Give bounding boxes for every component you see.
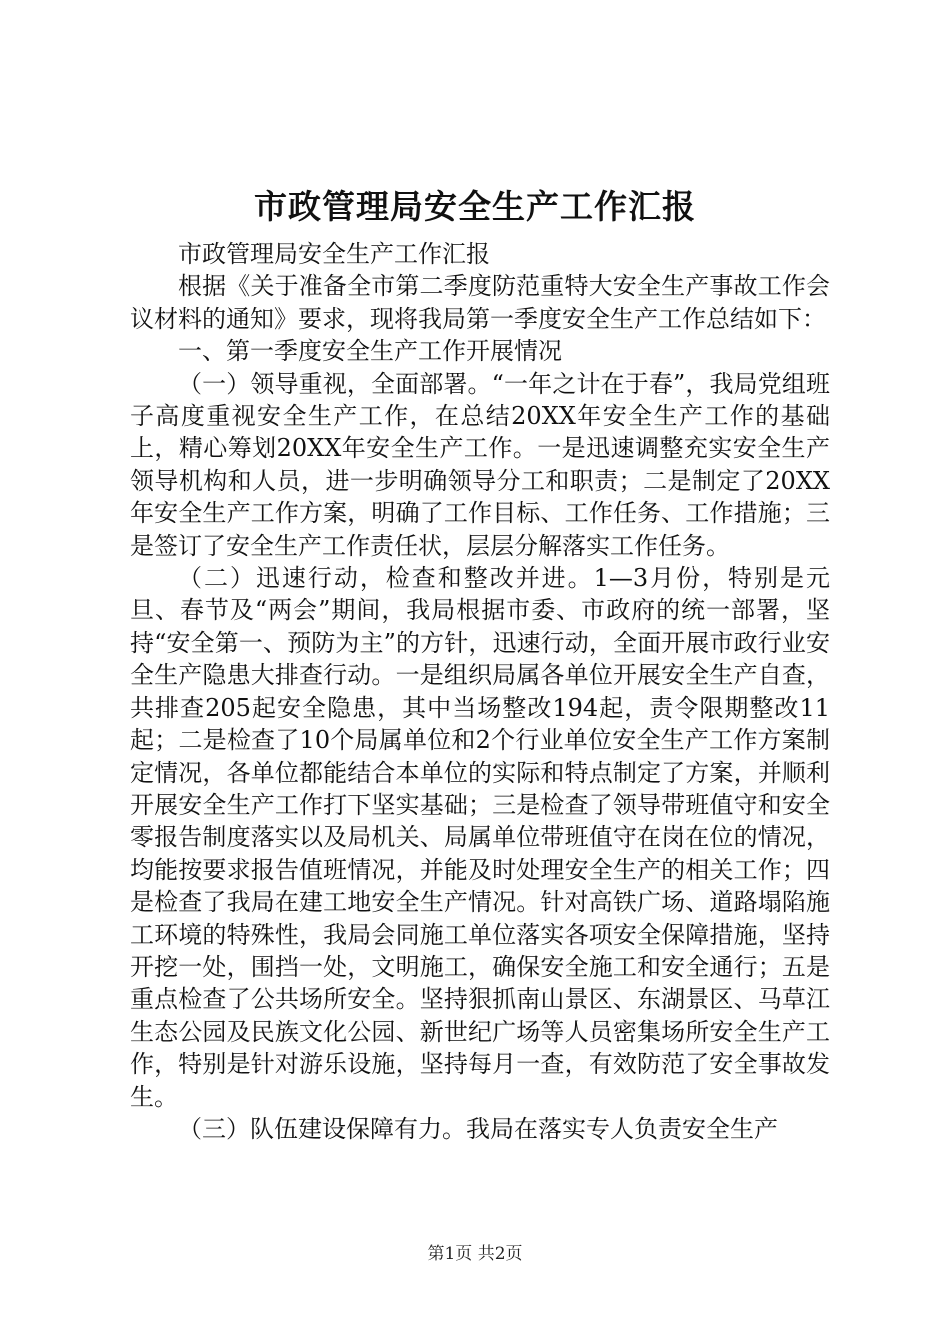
paragraph-intro: 根据《关于准备全市第二季度防范重特大安全生产事故工作会议材料的通知》要求，现将我局第一季度安全生产工作总结如下： (130, 272, 830, 333)
paragraph-heading-repeat: 市政管理局安全生产工作汇报 (178, 240, 490, 268)
document-body (130, 238, 830, 1145)
paragraph-team-building: （三）队伍建设保障有力。我局在落实专人负责安全生产 (178, 1114, 778, 1143)
page-footer: 第1页 共2页 (427, 1244, 523, 1264)
document-title: 市政管理局安全生产工作汇报 (254, 187, 696, 226)
paragraph-inspection: （二）迅速行动，检查和整改并进。1—3月份，特别是元旦、春节及“两会”期间，我局根据市委、市政府的统一部署，坚持“安全第一、预防为主”的方针，迅速行动，全面开展市政行业安全生产隐患大排查行动。一是组织局属各单位开展安全生产自查，共排查205起安全隐患，其中当场整改194起，责令限期整改11起；二是检查了10个局属单位和2个行业单位安全生产工作方案制定情况，各单位都能结合本单位的实际和特点制定了方案，并顺利开展安全生产工作打下坚实基础；三是检查了领导带班值守和安全零报告制度落实以及局机关、局属单位带班值守在岗在位的情况，均能按要求报告值班情况，并能及时处理安全生产的相关工作；四是检查了我局在建工地安全生产情况。针对高铁广场、道路塌陷施工环境的特殊性，我局会同施工单位落实各项安全保障措施，坚持开挖一处，围挡一处，文明施工，确保安全施工和安全通行；五是重点检查了公共场所安全。坚持狠抓南山景区、东湖景区、马草江生态公园及民族文化公园、新世纪广场等人员密集场所安全生产工作，特别是针对游乐设施，坚持每月一查，有效防范了安全事故发生。 (130, 564, 830, 1111)
paragraph-leadership: （一）领导重视，全面部署。“一年之计在于春”，我局党组班子高度重视安全生产工作，在总结20XX年安全生产工作的基础上，精心筹划20XX年安全生产工作。一是迅速调整充实安全生产领导机构和人员，进一步明确领导分工和职责；二是制定了20XX年安全生产工作方案，明确了工作目标、工作任务、工作措施；三是签订了安全生产工作责任状，层层分解落实工作任务。 (130, 369, 830, 560)
section-heading-1: 一、第一季度安全生产工作开展情况 (178, 337, 562, 366)
